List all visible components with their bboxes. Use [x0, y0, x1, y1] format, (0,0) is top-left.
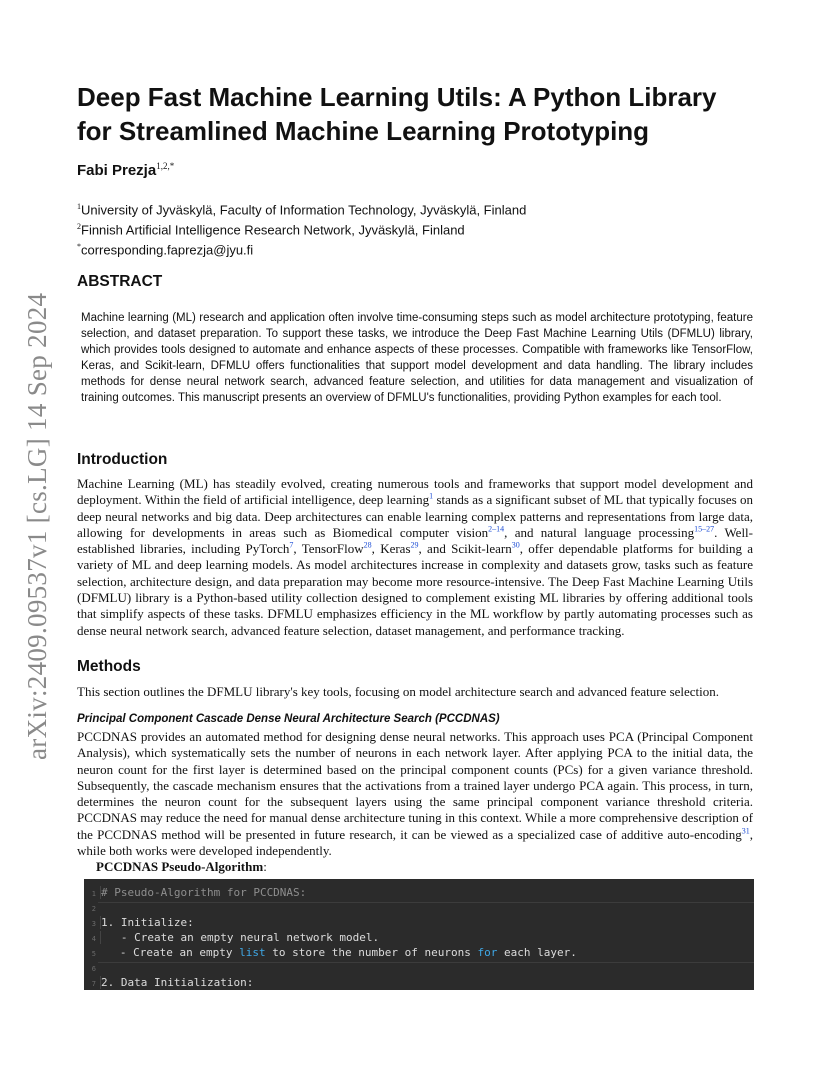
intro-text: , TensorFlow: [293, 541, 364, 557]
author-marks: 1,2,*: [156, 161, 175, 171]
citation[interactable]: 31: [741, 826, 750, 836]
citation[interactable]: 1: [429, 491, 434, 501]
affiliation-2: [77, 219, 526, 239]
line-number: 7: [91, 980, 96, 988]
code-text: - Create an empty neural network model.: [101, 931, 380, 944]
introduction-paragraph: [77, 476, 753, 639]
pccdnas-text: , while both works were developed independently.: [77, 826, 753, 859]
code-line-4: [84, 930, 754, 945]
affiliation-mark: 2: [77, 221, 81, 231]
pccdnas-paragraph: [77, 729, 753, 859]
title-line-1: Deep Fast Machine Learning Utils: A Python Library: [77, 82, 717, 112]
code-line-7: [84, 975, 754, 990]
pseudo-algorithm-label: [96, 859, 267, 875]
code-comment: # Pseudo-Algorithm for PCCDNAS:: [101, 886, 307, 899]
citation[interactable]: 28: [363, 540, 372, 550]
intro-text: Machine Learning (ML) has steadily evolved, creating numerous tools and frameworks that support model development and deployment. Within the field of artificial intelligence, deep learning: [77, 476, 753, 508]
methods-intro: This section outlines the DFMLU library's key tools, focusing on model architecture search and advanced feature selection.: [77, 684, 720, 699]
line-number: 1: [91, 890, 96, 898]
author-line: [77, 161, 174, 179]
intro-text: . Well-established libraries, including PyTorch: [77, 524, 753, 557]
title-line-2: for Streamlined Machine Learning Prototyping: [77, 116, 650, 146]
introduction-heading: Introduction: [77, 451, 168, 468]
line-number: 2: [91, 905, 96, 913]
citation[interactable]: 30: [511, 540, 520, 550]
code-block: [84, 879, 754, 990]
affiliation-text: University of Jyväskylä, Faculty of Information Technology, Jyväskylä, Finland: [81, 202, 527, 218]
author-name: Fabi Prezja: [77, 162, 157, 179]
affiliation-1: [77, 199, 526, 219]
citation[interactable]: 7: [289, 540, 294, 550]
code-text: 2. Data Initialization:: [101, 976, 254, 989]
line-number: 5: [91, 950, 96, 958]
code-keyword: for: [477, 946, 498, 959]
code-text: 1. Initialize:: [101, 916, 194, 929]
intro-text: , offer dependable platforms for building a variety of ML and deep learning models. As model architectures increase in complexity and datasets grow, tasks such as feature selection, architecture design, and data preparation may become more resource-intensive. The Deep Fast Machine Learning Utils (DFMLU) library is a Python-based utility collection designed to complement existing ML libraries by offering additional tools that simplify aspects of these tasks. DFMLU emphasizes efficiency in the ML workflow by partly automating processes such as dense neural network search, advanced feature selection, dataset management, and performance tracking.: [77, 541, 753, 638]
affiliation-mark: *: [77, 241, 81, 251]
code-line-6: [84, 960, 754, 975]
code-line-1: [84, 885, 754, 900]
citation[interactable]: 15–27: [694, 524, 715, 534]
citation[interactable]: 29: [410, 540, 419, 550]
line-number: 3: [91, 920, 96, 928]
arxiv-identifier-stamp: arXiv:2409.09537v1 [cs.LG] 14 Sep 2024: [22, 292, 52, 760]
affiliation-mark: 1: [77, 202, 81, 211]
code-text: to store the number of neurons: [265, 946, 478, 959]
code-text: - Create an empty: [100, 946, 240, 959]
pccdnas-subsection-heading: Principal Component Cascade Dense Neural Architecture Search (PCCDNAS): [77, 713, 500, 725]
methods-heading: Methods: [77, 658, 141, 675]
email-text: corresponding.faprezja@jyu.fi: [81, 241, 254, 257]
code-keyword: list: [239, 946, 266, 959]
corresponding-email: [77, 239, 526, 259]
intro-text: , and Scikit-learn: [418, 541, 512, 557]
algo-label-bold: PCCDNAS Pseudo-Algorithm: [96, 859, 264, 874]
affiliation-text: Finnish Artificial Intelligence Research Network, Jyväskylä, Finland: [81, 222, 465, 238]
algo-label-colon: :: [263, 859, 267, 874]
line-number: 4: [91, 935, 96, 943]
abstract-text: Machine learning (ML) research and application often involve time-consuming steps such as model architecture prototyping, feature selection, and dataset preparation. To support these tasks, we introduce the Deep Fast Machine Learning Utils (DFMLU) library, which provides tools designed to automate and enhance aspects of these processes. Compatible with frameworks like TensorFlow, Keras, and Scikit-learn, DFMLU offers functionalities that support model development and data handling. The library includes methods for dense neural network search, advanced feature selection, and utilities for data management and visualization of training outcomes. This manuscript presents an overview of DFMLU's functionalities, providing Python examples for each tool.: [81, 312, 753, 404]
code-text: each layer.: [497, 946, 577, 959]
affiliations: [77, 199, 526, 258]
code-line-2: [84, 900, 754, 915]
citation[interactable]: 2–14: [488, 524, 505, 534]
abstract-heading: ABSTRACT: [77, 273, 163, 290]
code-line-3: [84, 915, 754, 930]
intro-text: , and natural language processing: [504, 524, 695, 540]
intro-text: , Keras: [371, 541, 411, 557]
paper-title: [77, 80, 777, 148]
pccdnas-text: PCCDNAS provides an automated method for designing dense neural networks. This approach uses PCA (Principal Component Analysis), which systematically sets the number of neurons in each network layer. After applying PCA to the initial data, the neuron count for the first layer is determined based on the principal component counts (PCs) for a given variance threshold. Subsequently, the cascade mechanism ensures that the activations from a trained layer undergo PCA again. This process, in turn, determines the neuron count for the subsequent layers using the same principal component variance threshold criteria. PCCDNAS may reduce the need for manual dense architecture tuning in this context. While a more comprehensive description of the PCCDNAS method will be presented in future research, it can be viewed as a specialized case of additive auto-encoding: [77, 729, 753, 842]
line-number: 6: [91, 965, 96, 973]
intro-text: stands as a significant subset of ML that typically focuses on deep neural networks and big data. Deep architectures can enable learning complex patterns and representations from large data, allowing for developments in areas such as Biomedical computer vision: [77, 492, 754, 540]
code-line-5: [84, 945, 754, 960]
